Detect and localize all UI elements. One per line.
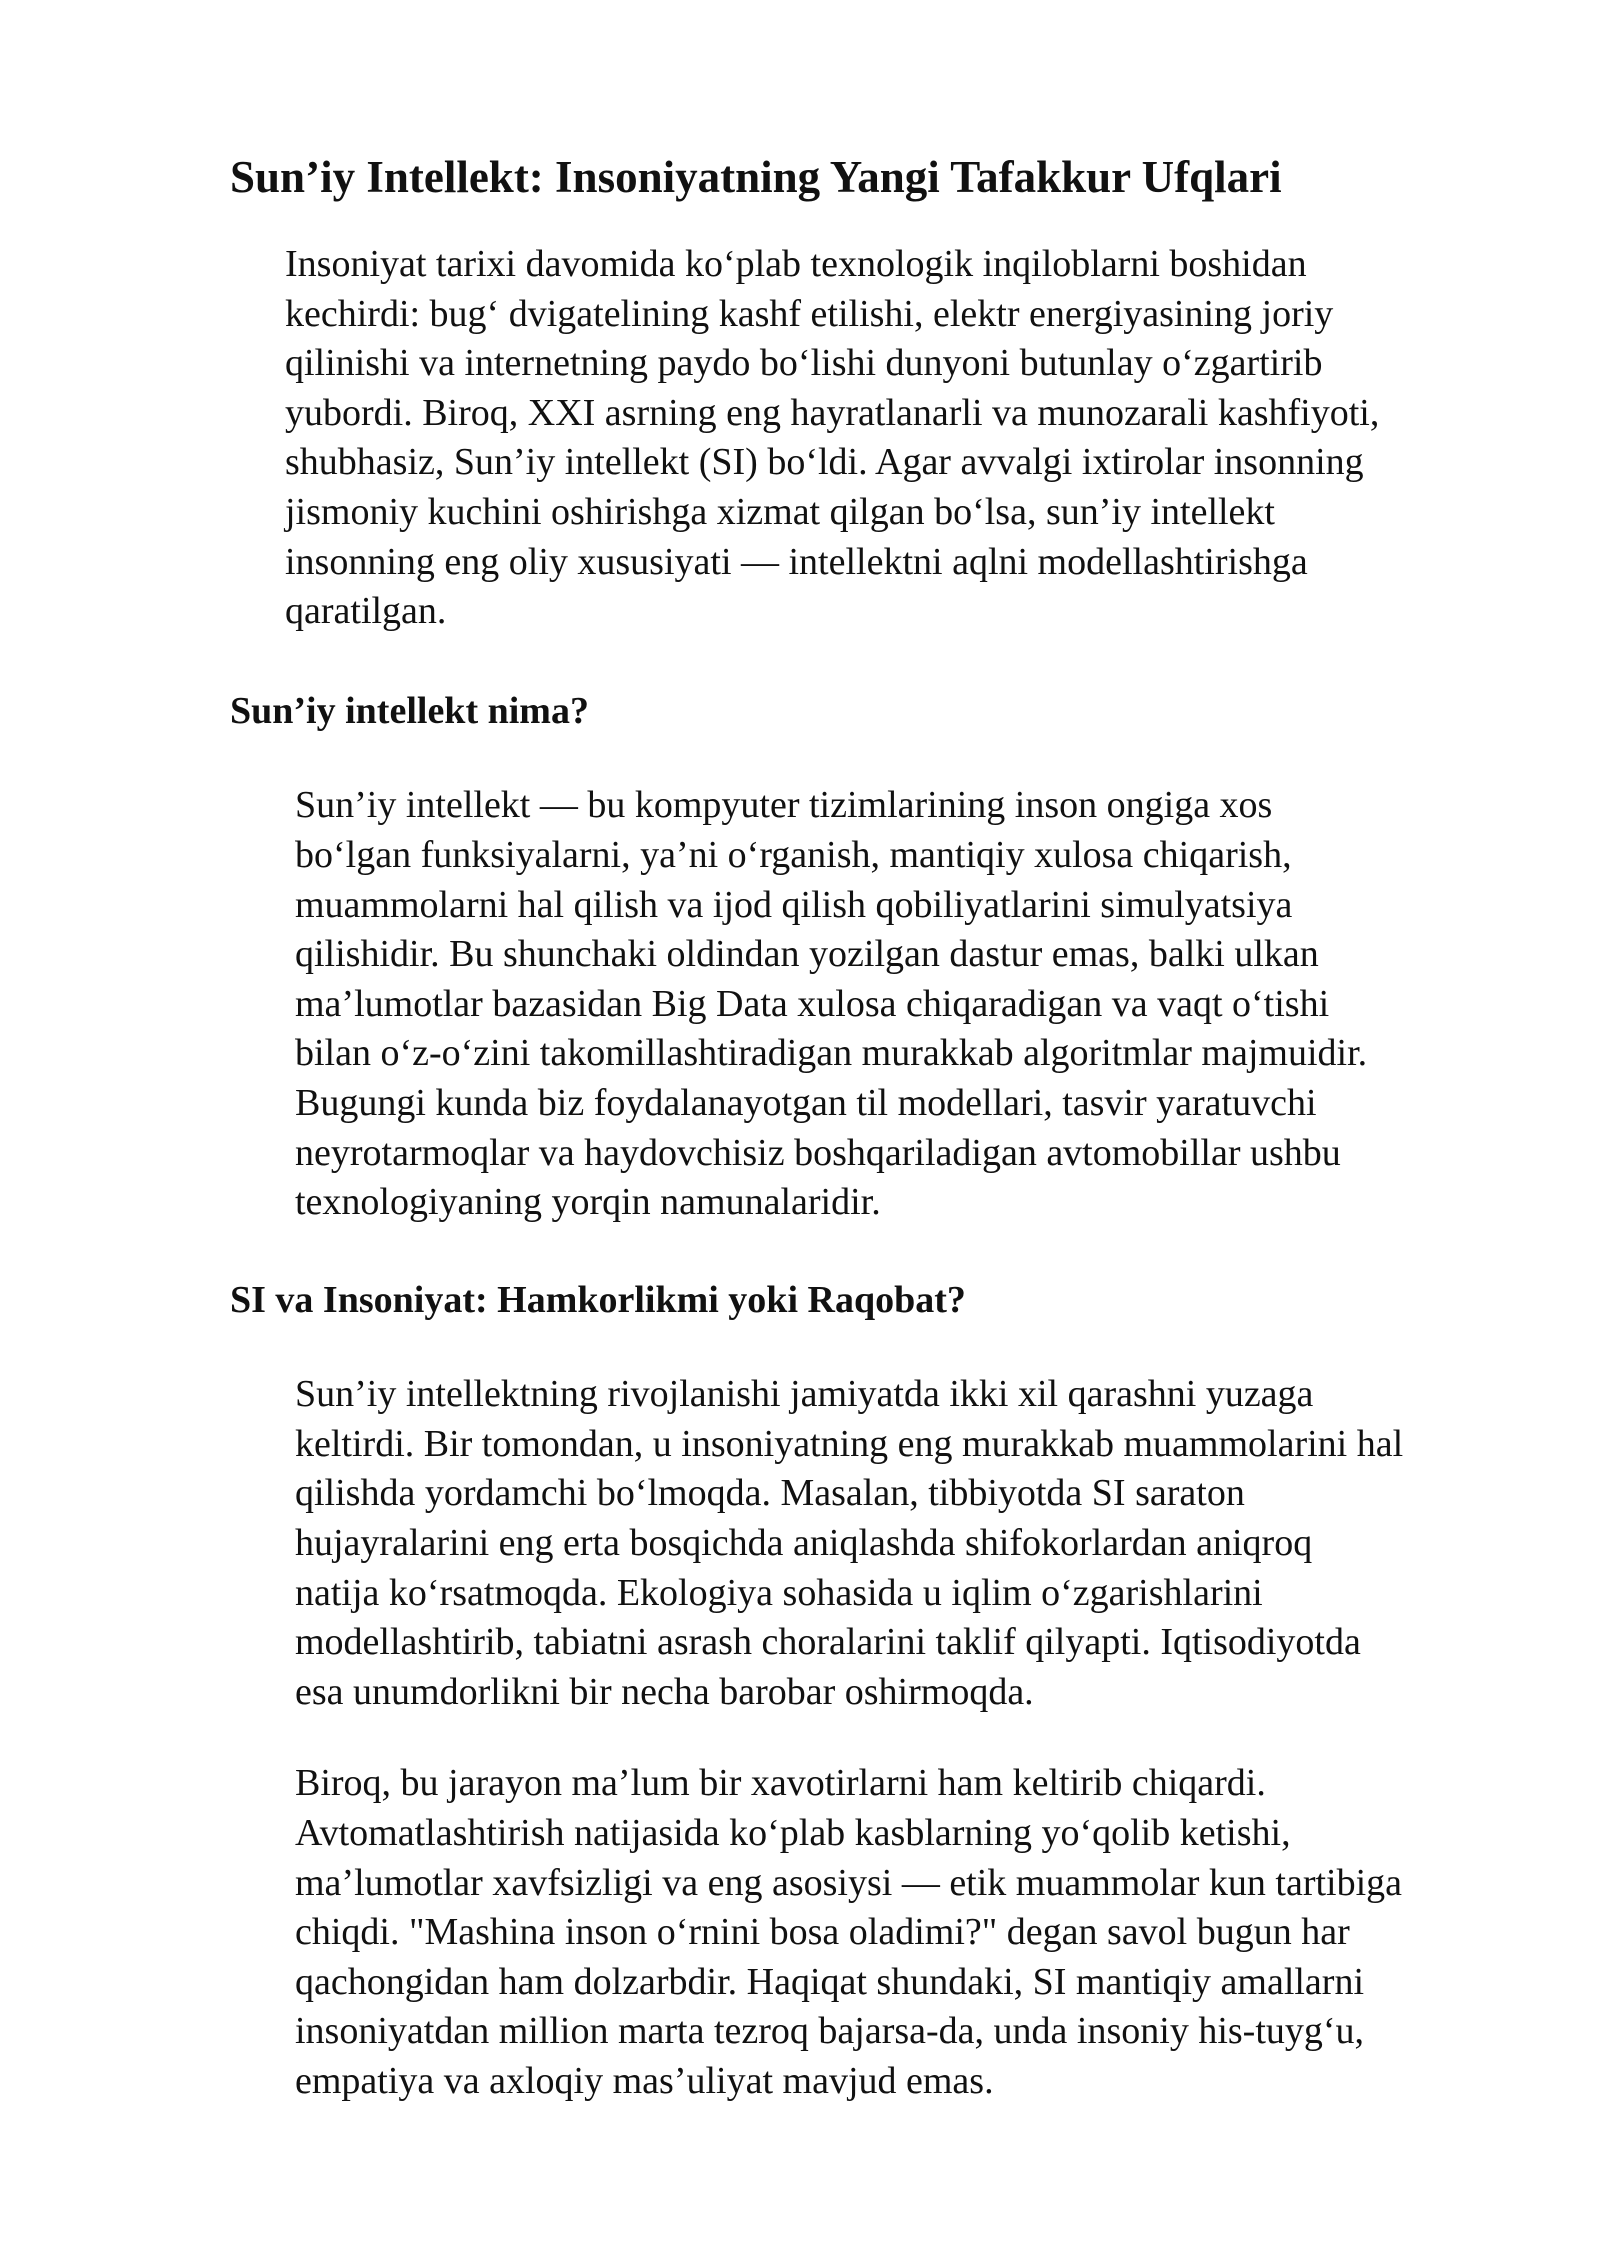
- text-line: Sun’iy intellekt — bu kompyuter tizimlarining inson ongiga xos: [295, 784, 1273, 827]
- text-line: neyrotarmoqlar va haydovchisiz boshqariladigan avtomobillar ushbu: [295, 1131, 1341, 1174]
- paragraph-definition: [230, 781, 1520, 1227]
- paragraph-concerns: [230, 1759, 1520, 2106]
- text-line: esa unumdorlikni bir necha barobar oshirmoqda.: [295, 1670, 1034, 1713]
- text-line: qachongidan ham dolzarbdir. Haqiqat shundaki, SI mantiqiy amallarni: [295, 1960, 1365, 2003]
- section-heading-what-is-ai: Sun’iy intellekt nima?: [230, 689, 589, 732]
- text-line: qaratilgan.: [285, 590, 447, 633]
- document-body: [230, 150, 1520, 2107]
- text-line: qilishidir. Bu shunchaki oldindan yozilgan dastur emas, balki ulkan: [295, 933, 1319, 976]
- text-line: modellashtirib, tabiatni asrash choralarini taklif qilyapti. Iqtisodiyotda: [295, 1621, 1361, 1664]
- text-line: Biroq, bu jarayon ma’lum bir xavotirlarni ham keltirib chiqardi.: [295, 1762, 1266, 1805]
- text-line: yubordi. Biroq, XXI asrning eng hayratlanarli va munozarali kashfiyoti,: [285, 391, 1380, 434]
- text-line: insonning eng oliy xususiyati — intellektni aqlni modellashtirishga: [285, 540, 1308, 583]
- paragraph-intro: [230, 240, 1520, 637]
- text-line: ma’lumotlar bazasidan Big Data xulosa chiqaradigan va vaqt o‘tishi: [295, 982, 1330, 1025]
- text-line: bo‘lgan funksiyalarni, ya’ni o‘rganish, mantiqiy xulosa chiqarish,: [295, 833, 1292, 876]
- text-line: Sun’iy intellektning rivojlanishi jamiyatda ikki xil qarashni yuzaga: [295, 1373, 1314, 1416]
- text-line: qilinishi va internetning paydo bo‘lishi dunyoni butunlay o‘zgartirib: [285, 342, 1323, 385]
- text-line: Bugungi kunda biz foydalanayotgan til modellari, tasvir yaratuvchi: [295, 1081, 1317, 1124]
- text-line: natija ko‘rsatmoqda. Ekologiya sohasida u iqlim o‘zgarishlarini: [295, 1571, 1263, 1614]
- text-line: chiqdi. "Mashina inson o‘rnini bosa oladimi?" degan savol bugun har: [295, 1911, 1350, 1954]
- text-line: texnologiyaning yorqin namunalaridir.: [295, 1181, 881, 1224]
- text-line: hujayralarini eng erta bosqichda aniqlashda shifokorlardan aniqroq: [295, 1522, 1313, 1565]
- text-line: Avtomatlashtirish natijasida ko‘plab kasblarning yo‘qolib ketishi,: [295, 1812, 1291, 1855]
- text-line: shubhasiz, Sun’iy intellekt (SI) bo‘ldi. Agar avvalgi ixtirolar insonning: [285, 441, 1364, 484]
- section-heading-ai-and-humanity: SI va Insoniyat: Hamkorlikmi yoki Raqobat?: [230, 1278, 966, 1321]
- text-line: empatiya va axloqiy mas’uliyat mavjud emas.: [295, 2060, 994, 2102]
- text-line: Insoniyat tarixi davomida ko‘plab texnologik inqiloblarni boshidan: [285, 243, 1307, 285]
- text-line: bilan o‘z-o‘zini takomillashtiradigan murakkab algoritmlar majmuidir.: [295, 1032, 1368, 1075]
- paragraph-benefits: [230, 1370, 1520, 1717]
- text-line: insoniyatdan million marta tezroq bajarsa-da, unda insoniy his-tuyg‘u,: [295, 2010, 1365, 2053]
- text-line: qilishda yordamchi bo‘lmoqda. Masalan, tibbiyotda SI saraton: [295, 1472, 1245, 1515]
- text-line: keltirdi. Bir tomondan, u insoniyatning eng murakkab muammolarini hal: [295, 1422, 1404, 1465]
- text-line: muammolarni hal qilish va ijod qilish qobiliyatlarini simulyatsiya: [295, 883, 1293, 926]
- text-line: ma’lumotlar xavfsizligi va eng asosiysi — etik muammolar kun tartibiga: [295, 1861, 1403, 1904]
- document-title: Sun’iy Intellekt: Insoniyatning Yangi Tafakkur Ufqlari: [230, 152, 1282, 202]
- text-line: jismoniy kuchini oshirishga xizmat qilgan bo‘lsa, sun’iy intellekt: [285, 490, 1275, 533]
- text-line: kechirdi: bug‘ dvigatelining kashf etilishi, elektr energiyasining joriy: [285, 292, 1334, 335]
